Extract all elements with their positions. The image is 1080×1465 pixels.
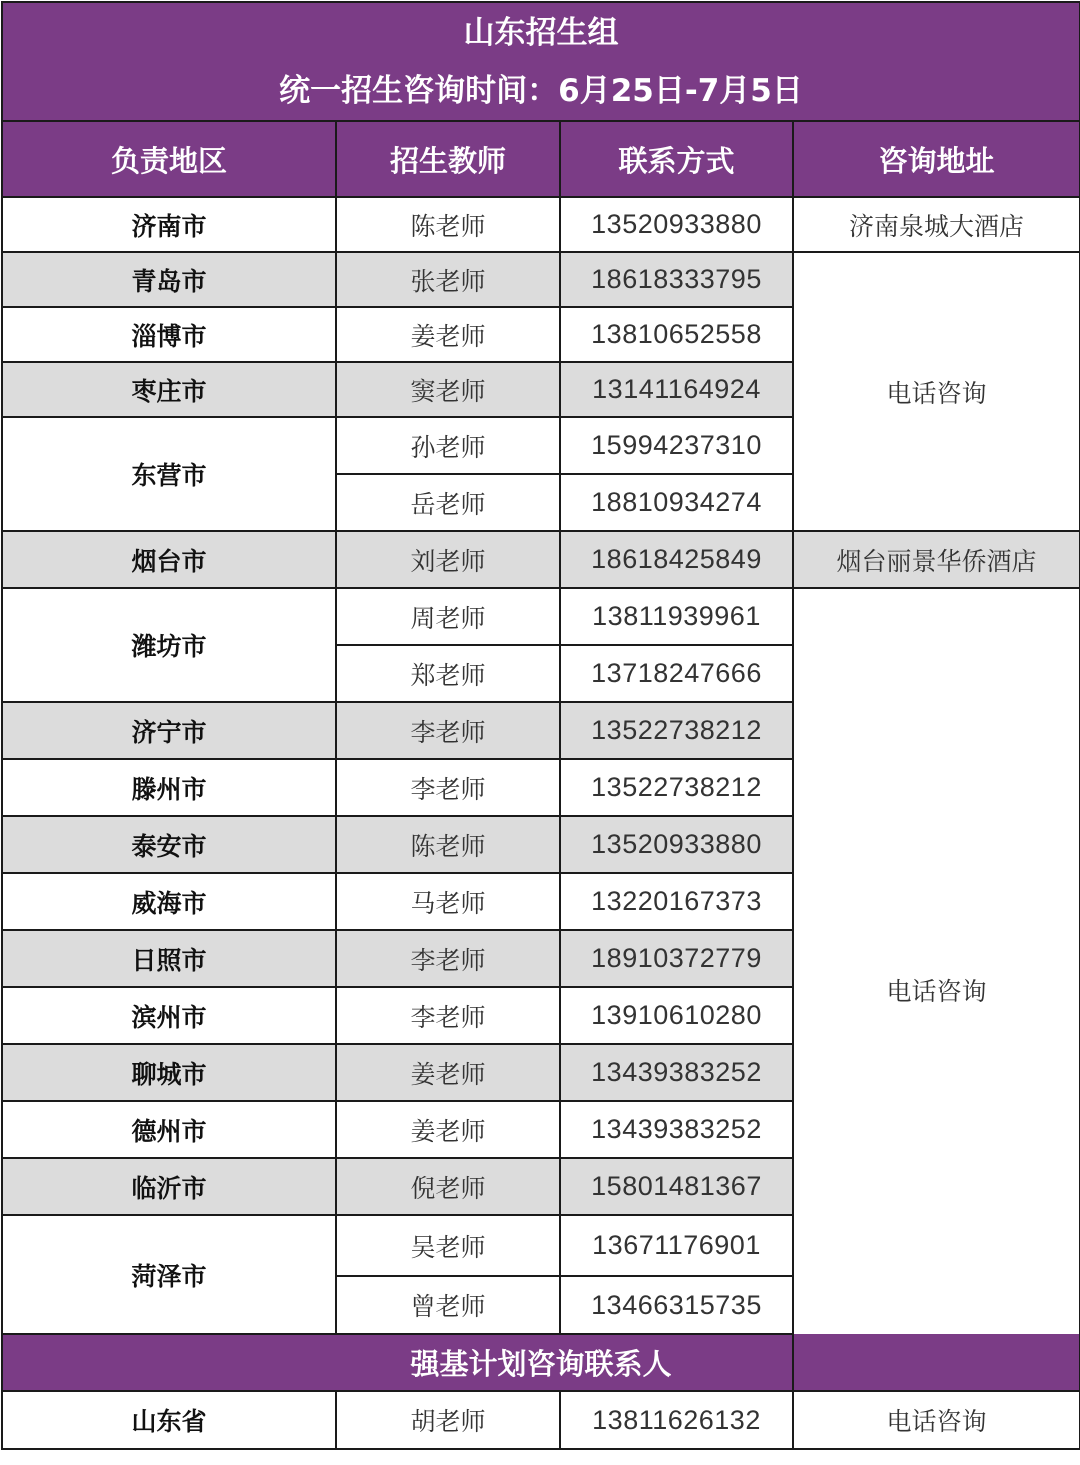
phone-cell: 13811939961 bbox=[560, 588, 793, 645]
phone-cell: 18810934274 bbox=[560, 474, 793, 531]
address-cell: 烟台丽景华侨酒店 bbox=[793, 531, 1080, 588]
phone-cell: 13522738212 bbox=[560, 702, 793, 759]
teacher-cell: 马老师 bbox=[336, 873, 560, 930]
title-group-name: 山东招生组 bbox=[463, 14, 619, 51]
phone-cell: 13811626132 bbox=[560, 1391, 793, 1449]
teacher-cell: 窦老师 bbox=[336, 362, 560, 417]
address-cell: 电话咨询 bbox=[793, 252, 1080, 531]
teacher-cell: 李老师 bbox=[336, 702, 560, 759]
header-contact: 联系方式 bbox=[560, 121, 793, 197]
teacher-cell: 吴老师 bbox=[336, 1215, 560, 1276]
region-cell: 枣庄市 bbox=[2, 362, 336, 417]
region-cell: 德州市 bbox=[2, 1101, 336, 1158]
teacher-cell: 孙老师 bbox=[336, 417, 560, 474]
region-cell: 山东省 bbox=[2, 1391, 336, 1449]
region-cell: 东营市 bbox=[2, 417, 336, 531]
qiangji-section-row bbox=[2, 1334, 1080, 1391]
header-row bbox=[2, 121, 1080, 197]
teacher-cell: 郑老师 bbox=[336, 645, 560, 702]
teacher-cell: 刘老师 bbox=[336, 531, 560, 588]
header-region: 负责地区 bbox=[2, 121, 336, 197]
region-cell: 潍坊市 bbox=[2, 588, 336, 702]
phone-cell: 13910610280 bbox=[560, 987, 793, 1044]
region-cell: 菏泽市 bbox=[2, 1215, 336, 1334]
address-cell: 电话咨询 bbox=[793, 588, 1080, 1391]
header-teacher: 招生教师 bbox=[336, 121, 560, 197]
region-cell: 济南市 bbox=[2, 197, 336, 252]
teacher-cell: 周老师 bbox=[336, 588, 560, 645]
table-row bbox=[2, 252, 1080, 307]
table-title bbox=[2, 2, 1080, 121]
region-cell: 临沂市 bbox=[2, 1158, 336, 1215]
table-row bbox=[2, 1391, 1080, 1449]
teacher-cell: 姜老师 bbox=[336, 307, 560, 362]
phone-cell: 18910372779 bbox=[560, 930, 793, 987]
table-row bbox=[2, 588, 1080, 645]
region-cell: 济宁市 bbox=[2, 702, 336, 759]
region-cell: 泰安市 bbox=[2, 816, 336, 873]
teacher-cell: 李老师 bbox=[336, 930, 560, 987]
phone-cell: 13718247666 bbox=[560, 645, 793, 702]
region-cell: 威海市 bbox=[2, 873, 336, 930]
address-cell: 电话咨询 bbox=[793, 1391, 1080, 1449]
teacher-cell: 姜老师 bbox=[336, 1101, 560, 1158]
region-cell: 滨州市 bbox=[2, 987, 336, 1044]
title-row bbox=[2, 2, 1080, 121]
teacher-cell: 李老师 bbox=[336, 987, 560, 1044]
region-cell: 烟台市 bbox=[2, 531, 336, 588]
title-consult-period: 统一招生咨询时间：6月25日-7月5日 bbox=[279, 72, 803, 109]
phone-cell: 13439383252 bbox=[560, 1101, 793, 1158]
address-cell: 济南泉城大酒店 bbox=[793, 197, 1080, 252]
qiangji-section-title: 强基计划咨询联系人 bbox=[2, 1334, 1080, 1391]
teacher-cell: 李老师 bbox=[336, 759, 560, 816]
phone-cell: 15994237310 bbox=[560, 417, 793, 474]
phone-cell: 13466315735 bbox=[560, 1276, 793, 1334]
table-row bbox=[2, 197, 1080, 252]
table-row bbox=[2, 531, 1080, 588]
phone-cell: 13439383252 bbox=[560, 1044, 793, 1101]
teacher-cell: 倪老师 bbox=[336, 1158, 560, 1215]
region-cell: 滕州市 bbox=[2, 759, 336, 816]
region-cell: 聊城市 bbox=[2, 1044, 336, 1101]
phone-cell: 13520933880 bbox=[560, 197, 793, 252]
teacher-cell: 张老师 bbox=[336, 252, 560, 307]
phone-cell: 13810652558 bbox=[560, 307, 793, 362]
teacher-cell: 陈老师 bbox=[336, 816, 560, 873]
phone-cell: 18618333795 bbox=[560, 252, 793, 307]
header-address: 咨询地址 bbox=[793, 121, 1080, 197]
region-cell: 青岛市 bbox=[2, 252, 336, 307]
phone-cell: 13522738212 bbox=[560, 759, 793, 816]
teacher-cell: 岳老师 bbox=[336, 474, 560, 531]
teacher-cell: 胡老师 bbox=[336, 1391, 560, 1449]
admissions-table bbox=[1, 1, 1080, 1450]
phone-cell: 13141164924 bbox=[560, 362, 793, 417]
region-cell: 日照市 bbox=[2, 930, 336, 987]
teacher-cell: 曾老师 bbox=[336, 1276, 560, 1334]
region-cell: 淄博市 bbox=[2, 307, 336, 362]
phone-cell: 18618425849 bbox=[560, 531, 793, 588]
teacher-cell: 姜老师 bbox=[336, 1044, 560, 1101]
teacher-cell: 陈老师 bbox=[336, 197, 560, 252]
phone-cell: 13520933880 bbox=[560, 816, 793, 873]
phone-cell: 13220167373 bbox=[560, 873, 793, 930]
phone-cell: 15801481367 bbox=[560, 1158, 793, 1215]
phone-cell: 13671176901 bbox=[560, 1215, 793, 1276]
